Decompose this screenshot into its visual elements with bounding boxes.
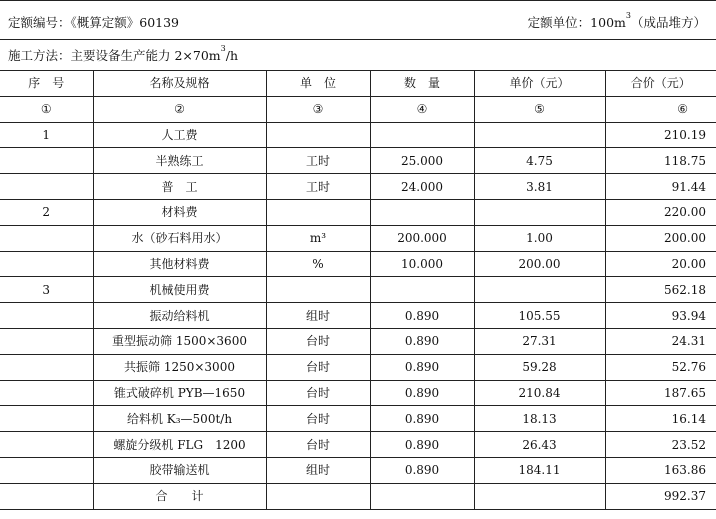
row-number — [0, 328, 93, 354]
table-row — [0, 354, 716, 380]
item-name: 半熟练工 — [93, 148, 266, 174]
item-name: 共振筛 1250×3000 — [93, 354, 266, 380]
item-name: 机械使用费 — [93, 277, 266, 303]
column-number: ② — [93, 96, 266, 122]
table-row — [0, 199, 716, 225]
sum-row-quantity — [370, 483, 474, 509]
item-quantity: 0.890 — [370, 457, 474, 483]
column-header-unit: 单 位 — [266, 71, 370, 97]
item-total-price: 16.14 — [605, 406, 716, 432]
item-unit-price: 26.43 — [474, 432, 605, 458]
construction-method-text — [8, 46, 238, 64]
column-header-name: 名称及规格 — [93, 71, 266, 97]
column-number: ⑥ — [605, 96, 716, 122]
table-row — [0, 303, 716, 329]
method-prefix: 施工方法：主要设备生产能力 2×70m — [8, 48, 221, 63]
item-total-price: 562.18 — [605, 277, 716, 303]
item-unit-price: 3.81 — [474, 174, 605, 200]
row-number — [0, 148, 93, 174]
quota-unit-suffix: （成品堆方） — [630, 15, 706, 30]
item-total-price: 23.52 — [605, 432, 716, 458]
table-row — [0, 406, 716, 432]
item-name: 其他材料费 — [93, 251, 266, 277]
quota-unit-sup: 3 — [625, 11, 631, 20]
item-total-price: 93.94 — [605, 303, 716, 329]
item-unit: 台时 — [266, 432, 370, 458]
item-quantity: 0.890 — [370, 328, 474, 354]
item-quantity: 10.000 — [370, 251, 474, 277]
item-unit-price: 18.13 — [474, 406, 605, 432]
table-row — [0, 251, 716, 277]
item-unit-price — [474, 199, 605, 225]
item-unit-price: 200.00 — [474, 251, 605, 277]
item-name: 人工费 — [93, 122, 266, 148]
row-number — [0, 457, 93, 483]
method-sup: 3 — [220, 44, 226, 53]
item-unit: 台时 — [266, 406, 370, 432]
item-total-price: 52.76 — [605, 354, 716, 380]
item-name: 重型振动筛 1500×3600 — [93, 328, 266, 354]
item-name: 普 工 — [93, 174, 266, 200]
sum-row-no — [0, 483, 93, 509]
sum-row — [0, 483, 716, 509]
item-quantity: 200.000 — [370, 225, 474, 251]
item-name: 胶带输送机 — [93, 457, 266, 483]
item-quantity: 0.890 — [370, 380, 474, 406]
table-row — [0, 148, 716, 174]
column-header-unit-price: 单价（元） — [474, 71, 605, 97]
method-suffix: /h — [225, 48, 239, 63]
row-number: 3 — [0, 277, 93, 303]
item-unit: 台时 — [266, 328, 370, 354]
table-row — [0, 277, 716, 303]
column-header-quantity: 数 量 — [370, 71, 474, 97]
quota-number: 定额编号：《概算定额》60139 — [8, 15, 180, 30]
item-total-price: 20.00 — [605, 251, 716, 277]
item-unit-price: 59.28 — [474, 354, 605, 380]
row-number: 2 — [0, 199, 93, 225]
row-number: 1 — [0, 122, 93, 148]
item-unit — [266, 277, 370, 303]
table-header-row — [0, 71, 716, 97]
sum-total: 992.37 — [605, 483, 716, 509]
sum-row-unit — [266, 483, 370, 509]
table-row — [0, 328, 716, 354]
item-unit: % — [266, 251, 370, 277]
item-quantity — [370, 122, 474, 148]
construction-method — [0, 40, 716, 70]
item-total-price: 118.75 — [605, 148, 716, 174]
item-unit: 组时 — [266, 457, 370, 483]
item-total-price: 200.00 — [605, 225, 716, 251]
column-number: ① — [0, 96, 93, 122]
item-total-price: 210.19 — [605, 122, 716, 148]
item-total-price: 163.86 — [605, 457, 716, 483]
row-number — [0, 225, 93, 251]
item-name: 振动给料机 — [93, 303, 266, 329]
item-unit: 工时 — [266, 174, 370, 200]
column-header-no: 序 号 — [0, 71, 93, 97]
item-unit-price: 210.84 — [474, 380, 605, 406]
item-unit-price — [474, 122, 605, 148]
item-quantity: 0.890 — [370, 432, 474, 458]
item-quantity: 24.000 — [370, 174, 474, 200]
item-unit-price: 105.55 — [474, 303, 605, 329]
sum-label: 合 计 — [93, 483, 266, 509]
row-number — [0, 432, 93, 458]
item-unit — [266, 122, 370, 148]
item-unit-price: 184.11 — [474, 457, 605, 483]
item-unit-price: 27.31 — [474, 328, 605, 354]
table-row — [0, 174, 716, 200]
table-row — [0, 457, 716, 483]
item-name: 材料费 — [93, 199, 266, 225]
item-unit: 台时 — [266, 380, 370, 406]
item-unit: 组时 — [266, 303, 370, 329]
quota-table — [0, 70, 716, 510]
row-number — [0, 174, 93, 200]
item-unit-price: 4.75 — [474, 148, 605, 174]
item-name: 水（砂石料用水） — [93, 225, 266, 251]
table-row — [0, 225, 716, 251]
item-name: 给料机 K₃—500t/h — [93, 406, 266, 432]
item-total-price: 91.44 — [605, 174, 716, 200]
table-row — [0, 380, 716, 406]
item-name: 螺旋分级机 FLG 1200 — [93, 432, 266, 458]
item-unit-price — [474, 277, 605, 303]
column-number: ③ — [266, 96, 370, 122]
quota-unit-prefix: 定额单位：100m — [527, 15, 626, 30]
row-number — [0, 251, 93, 277]
item-total-price: 220.00 — [605, 199, 716, 225]
item-unit-price: 1.00 — [474, 225, 605, 251]
item-unit: m³ — [266, 225, 370, 251]
row-number — [0, 380, 93, 406]
table-row — [0, 432, 716, 458]
table-row — [0, 122, 716, 148]
column-header-total-price: 合价（元） — [605, 71, 716, 97]
quota-header — [0, 0, 716, 40]
quota-table-body — [0, 122, 716, 483]
item-quantity: 0.890 — [370, 406, 474, 432]
item-total-price: 187.65 — [605, 380, 716, 406]
item-quantity: 0.890 — [370, 354, 474, 380]
column-number: ⑤ — [474, 96, 605, 122]
item-unit: 工时 — [266, 148, 370, 174]
row-number — [0, 303, 93, 329]
item-total-price: 24.31 — [605, 328, 716, 354]
sum-row-price — [474, 483, 605, 509]
column-number-row — [0, 96, 716, 122]
item-quantity: 25.000 — [370, 148, 474, 174]
item-name: 锥式破碎机 PYB—1650 — [93, 380, 266, 406]
item-quantity — [370, 277, 474, 303]
row-number — [0, 406, 93, 432]
item-unit — [266, 199, 370, 225]
row-number — [0, 354, 93, 380]
item-unit: 台时 — [266, 354, 370, 380]
quota-unit — [528, 13, 706, 31]
column-number: ④ — [370, 96, 474, 122]
item-quantity: 0.890 — [370, 303, 474, 329]
item-quantity — [370, 199, 474, 225]
